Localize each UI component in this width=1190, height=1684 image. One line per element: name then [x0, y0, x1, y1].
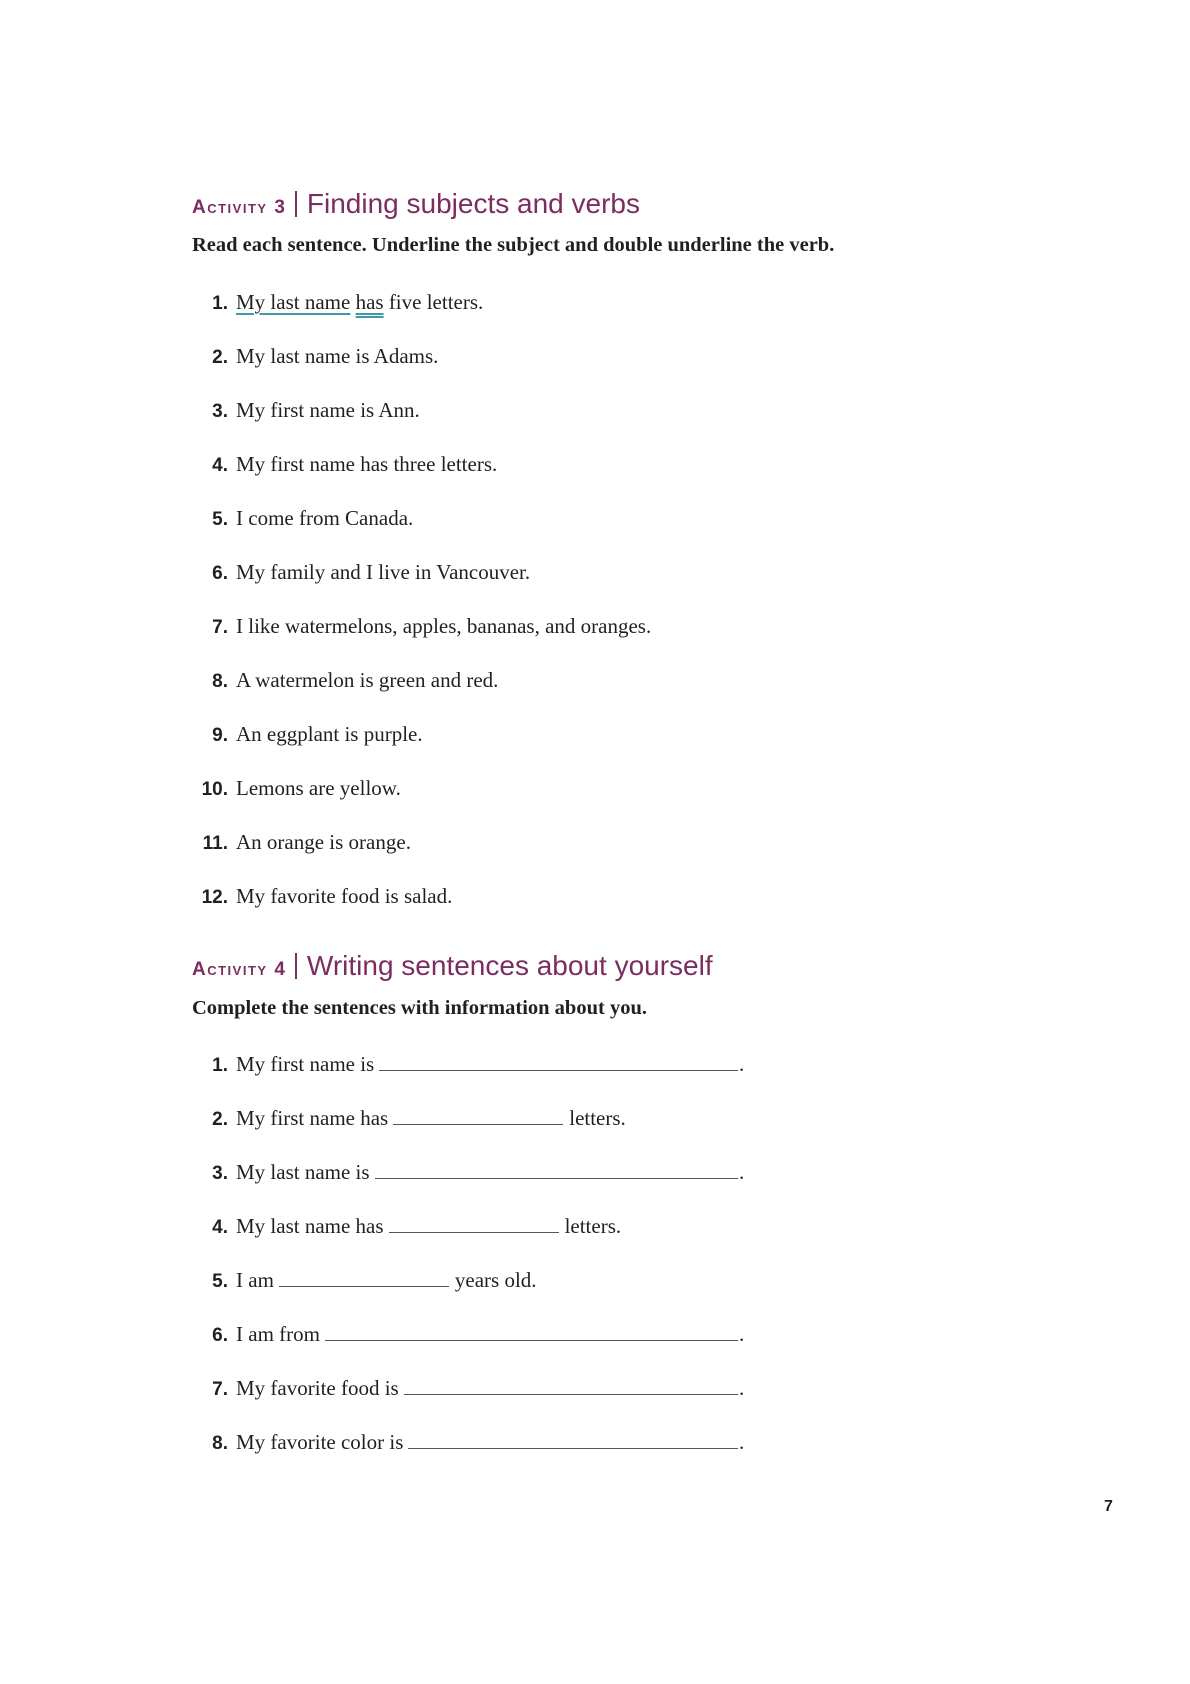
item-text-after: .: [739, 1430, 745, 1454]
item-text-before: My favorite food is: [236, 1376, 399, 1400]
item-number: 6.: [212, 563, 228, 584]
item-text-before: My first name is: [236, 1052, 375, 1076]
item-text-after: .: [739, 1376, 745, 1400]
item-text: My family and I live in Vancouver.: [236, 560, 531, 584]
item-number: 7.: [212, 1379, 228, 1400]
item-text-before: I am: [236, 1268, 274, 1292]
divider: [295, 191, 297, 217]
item-text-after: .: [739, 1160, 745, 1184]
fill-in-item: [192, 1430, 744, 1460]
item-number: 2.: [212, 1109, 228, 1130]
item-text-before: My last name has: [236, 1214, 384, 1238]
item-number: 11.: [202, 833, 228, 854]
item-text: An eggplant is purple.: [236, 722, 423, 746]
item-number: 6.: [212, 1325, 228, 1346]
item-text: five letters.: [388, 290, 484, 314]
item-text-after: .: [739, 1052, 745, 1076]
item-text-before: My last name is: [236, 1160, 370, 1184]
sentence-item: [192, 830, 411, 860]
answer-blank[interactable]: [404, 1393, 738, 1395]
item-number: 1.: [212, 293, 228, 314]
activity-label: Activity 3: [192, 197, 287, 218]
sentence-item: [192, 344, 438, 374]
item-text-before: My favorite color is: [236, 1430, 404, 1454]
fill-in-item: [192, 1268, 537, 1298]
activity-title: Finding subjects and verbs: [306, 188, 640, 219]
item-number: 2.: [212, 347, 228, 368]
item-text-before: I am from: [236, 1322, 320, 1346]
item-number: 5.: [212, 1271, 228, 1292]
item-number: 8.: [212, 1433, 228, 1454]
item-text-after: letters.: [569, 1106, 626, 1130]
page-number: 7: [1104, 1498, 1113, 1515]
sentence-item: [192, 776, 401, 806]
item-number: 12.: [201, 887, 228, 908]
answer-blank[interactable]: [393, 1123, 563, 1125]
subject-underlined: My last name: [236, 290, 351, 314]
activity-title: Writing sentences about yourself: [306, 950, 713, 981]
item-text: My first name is Ann.: [236, 398, 420, 422]
answer-blank[interactable]: [375, 1177, 738, 1179]
item-number: 7.: [212, 617, 228, 638]
item-number: 3.: [212, 401, 228, 422]
item-text-before: My first name has: [236, 1106, 389, 1130]
item-text: My favorite food is salad.: [236, 884, 453, 908]
sentence-item: [192, 722, 423, 752]
activity-label: Activity 4: [192, 959, 287, 980]
item-text-after: years old.: [454, 1268, 537, 1292]
item-text: My first name has three letters.: [236, 452, 498, 476]
item-text: I like watermelons, apples, bananas, and oranges.: [236, 614, 652, 638]
item-number: 5.: [212, 509, 228, 530]
example-item: [192, 290, 483, 320]
fill-in-item: [192, 1322, 744, 1352]
fill-in-item: [192, 1214, 621, 1244]
sentence-item: [192, 398, 420, 428]
item-text: I come from Canada.: [236, 506, 414, 530]
fill-in-item: [192, 1052, 744, 1082]
verb-double-underlined: has: [355, 290, 384, 314]
sentence-item: [192, 560, 530, 590]
sentence-item: [192, 668, 498, 698]
answer-blank[interactable]: [408, 1447, 738, 1449]
fill-in-item: [192, 1160, 744, 1190]
answer-blank[interactable]: [379, 1069, 738, 1071]
item-text: A watermelon is green and red.: [236, 668, 499, 692]
sentence-item: [192, 614, 651, 644]
item-number: 4.: [212, 1217, 228, 1238]
sentence-item: [192, 506, 413, 536]
item-number: 8.: [212, 671, 228, 692]
item-text-after: .: [739, 1322, 745, 1346]
activity-4-heading: [192, 950, 713, 982]
divider: [295, 953, 297, 979]
fill-in-item: [192, 1106, 626, 1136]
item-text-after: letters.: [564, 1214, 622, 1238]
answer-blank[interactable]: [389, 1231, 559, 1233]
answer-blank[interactable]: [325, 1339, 738, 1341]
item-number: 9.: [212, 725, 228, 746]
item-number: 1.: [212, 1055, 228, 1076]
item-text: My last name is Adams.: [236, 344, 439, 368]
sentence-item: [192, 452, 497, 482]
sentence-item: [192, 884, 452, 914]
activity-3-heading: [192, 188, 640, 220]
activity-3-instructions: Read each sentence. Underline the subject and double underline the verb.: [192, 234, 835, 256]
item-number: 4.: [212, 455, 228, 476]
item-number: 10.: [201, 779, 228, 800]
fill-in-item: [192, 1376, 744, 1406]
item-text: An orange is orange.: [236, 830, 411, 854]
item-text: Lemons are yellow.: [236, 776, 401, 800]
item-number: 3.: [212, 1163, 228, 1184]
answer-blank[interactable]: [279, 1285, 449, 1287]
activity-4-instructions: Complete the sentences with information about you.: [192, 997, 647, 1019]
